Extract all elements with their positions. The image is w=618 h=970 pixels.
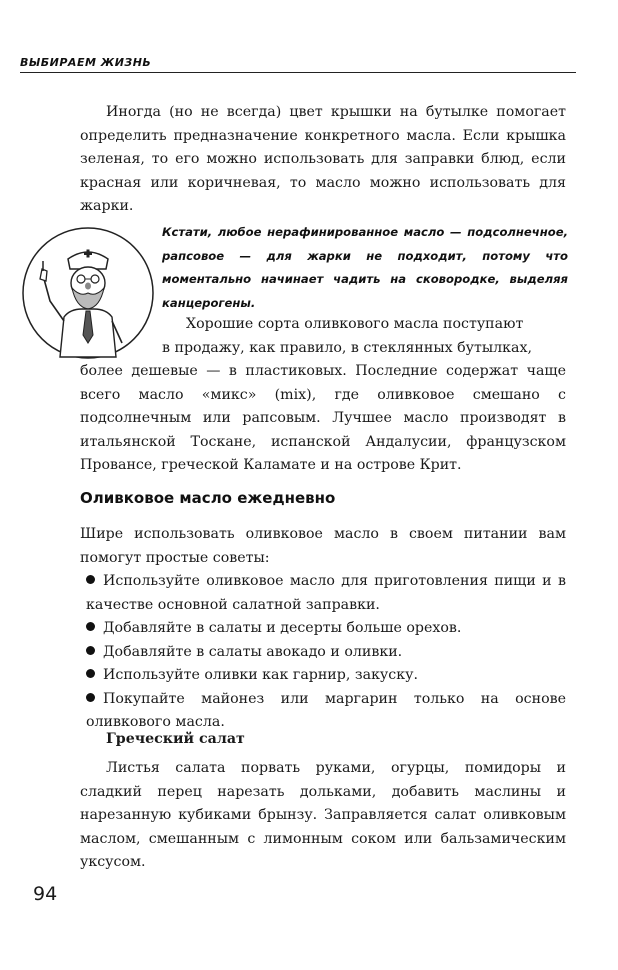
paragraph-rest: более дешевые — в пластиковых. Последние содержат чаще всего масло «микс» (mix), где оливковое смешано с подсолнечным или рапсовым. Лучшее масло производят в итальянской Тоскане, испанской Андалусии, французском Провансе, греческой Каламате и на острове Крит. [80,363,566,473]
paragraph-line: в продажу, как правило, в стеклянных бутылках, [162,339,533,356]
tip-text: Добавляйте в салаты авокадо и оливки. [103,643,403,660]
tip-text: Используйте оливки как гарнир, закуску. [103,667,418,683]
bullet-icon [86,575,95,584]
running-title: ВЫБИРАЕМ ЖИЗНЬ [20,56,152,69]
list-item [80,664,566,688]
list-item [80,617,566,641]
bullet-icon [86,646,95,655]
tip-text: Покупайте майонез или маргарин только на основе оливкового масла. [86,690,566,730]
tips-list [80,570,566,735]
note-callout: Кстати, любое нерафинированное масло — подсолнечное, рапсовое — для жарки не подходит, потому что моментально начинает чадить на сковородке, выделяя канцерогены. [162,225,568,310]
tip-text: Используйте оливковое масло для приготовления пищи и в качестве основной салатной заправки. [86,573,566,613]
bullet-icon [86,669,95,678]
list-item [80,641,566,665]
paragraph-olive-oil-sorts [80,313,566,478]
list-item [80,570,566,617]
recipe-title: Греческий салат [106,731,245,747]
list-item [80,688,566,735]
running-header [20,56,576,69]
tip-text: Добавляйте в салаты и десерты больше орехов. [103,620,462,636]
recipe-text: Листья салата порвать руками, огурцы, помидоры и сладкий перец нарезать дольками, добавить маслины и нарезанную кубиками брынзу. Заправляется салат оливковым маслом, смешанным с лимонным соком или бальзамическим уксусом. [80,760,566,870]
paragraph-line: Хорошие сорта оливкового масла поступают [186,316,524,332]
header-rule [20,72,576,73]
bullet-icon [86,693,95,702]
page-number: 94 [33,883,58,905]
section-body [80,523,566,735]
bullet-icon [86,622,95,631]
paragraph-bottle-cap: Иногда (но не всегда) цвет крышки на бутылке помогает определить предназначение конкретного масла. Если крышка зеленая, то его можно использовать для заправки блюд, если красная или коричневая, то масло можно использовать для жарки. [80,104,566,214]
section-intro: Шире использовать оливковое масло в своем питании вам помогут простые советы: [80,526,566,566]
section-heading: Оливковое масло ежедневно [80,489,336,507]
